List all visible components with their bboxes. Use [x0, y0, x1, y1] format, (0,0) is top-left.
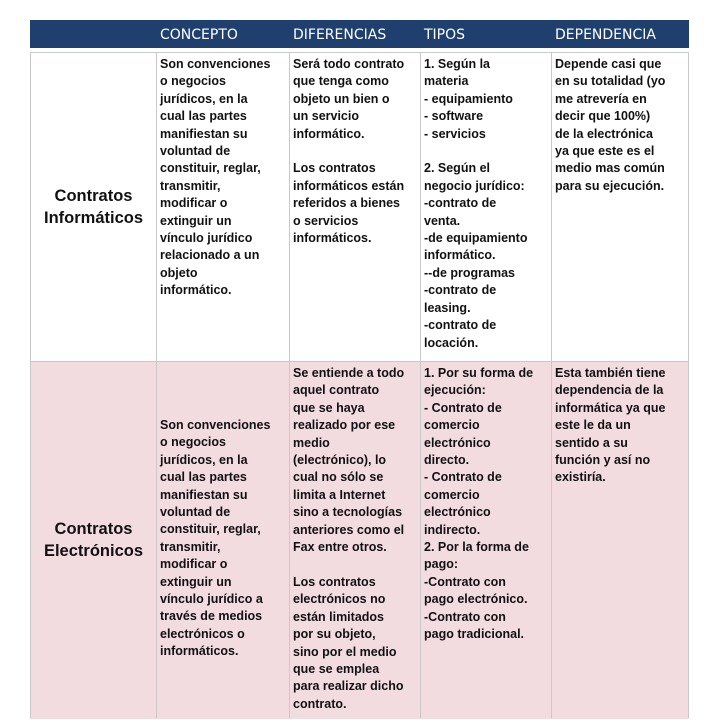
cell-dependencia-electronicos	[552, 362, 689, 719]
cell-concepto-informaticos	[157, 53, 290, 362]
header-dependencia: DEPENDENCIA	[552, 21, 689, 48]
header-row	[31, 21, 689, 48]
row-title-informaticos	[31, 53, 157, 362]
cell-diferencias-informaticos	[290, 53, 421, 362]
table-row-contratos-informaticos	[31, 53, 689, 362]
cell-text: 1. Según la materia - equipamiento - software - servicios 2. Según el negocio jurídico: -contrato de venta. -de equipamiento informático. --de programas -contrato de leasing. -contrato de locación.	[424, 57, 528, 350]
header-tipos: TIPOS	[421, 21, 552, 48]
header-diferencias: DIFERENCIAS	[290, 21, 421, 48]
cell-text: Será todo contrato que tenga como objeto un bien o un servicio informático. Los contratos informáticos están referidos a bienes o servicios informáticos.	[293, 57, 405, 246]
cell-tipos-electronicos	[421, 362, 552, 719]
cell-text: Se entiende a todo aquel contrato que se haya realizado por ese medio (electrónico), lo cual no sólo se limita a Internet sino a tecnologías anteriores como el Fax entre otros. Los contratos electrónicos no están limitados por su objeto, sino por el medio que se emplea para realizar dicho contrato.	[293, 366, 405, 711]
header-corner-cell	[31, 21, 157, 48]
row-title-text: Contratos Electrónicos	[43, 520, 144, 560]
cell-text: Esta también tiene dependencia de la informática ya que este le da un sentido a su función y así no existiría.	[555, 366, 666, 485]
cell-diferencias-electronicos	[290, 362, 421, 719]
cell-dependencia-informaticos	[552, 53, 689, 362]
table-row-contratos-electronicos	[31, 362, 689, 719]
comparison-table	[30, 20, 689, 719]
cell-text: Son convenciones o negocios jurídicos, en la cual las partes manifiestan su voluntad de constituir, reglar, transmitir, modificar o extinguir un vínculo jurídico relacionado a un objeto informático.	[160, 57, 271, 298]
cell-text: 1. Por su forma de ejecución: - Contrato de comercio electrónico directo. - Contrato de comercio electrónico indirecto. 2. Por la forma de pago: -Contrato con pago electrónico. -Contrato con pago tradicional.	[424, 366, 534, 642]
row-title-text: Contratos Informáticos	[43, 187, 144, 227]
cell-tipos-informaticos	[421, 53, 552, 362]
cell-text: Depende casi que en su totalidad (yo me atrevería en decir que 100%) de la electrónica ya que este es el medio mas común para su ejecución.	[555, 57, 666, 193]
row-title-electronicos	[31, 362, 157, 719]
header-concepto: CONCEPTO	[157, 21, 290, 48]
cell-text: Son convenciones o negocios jurídicos, en la cual las partes manifiestan su voluntad de constituir, reglar, transmitir, modificar o extinguir un vínculo jurídico a través de medios electrónicos o informáticos.	[160, 418, 271, 659]
cell-concepto-electronicos	[157, 362, 290, 719]
